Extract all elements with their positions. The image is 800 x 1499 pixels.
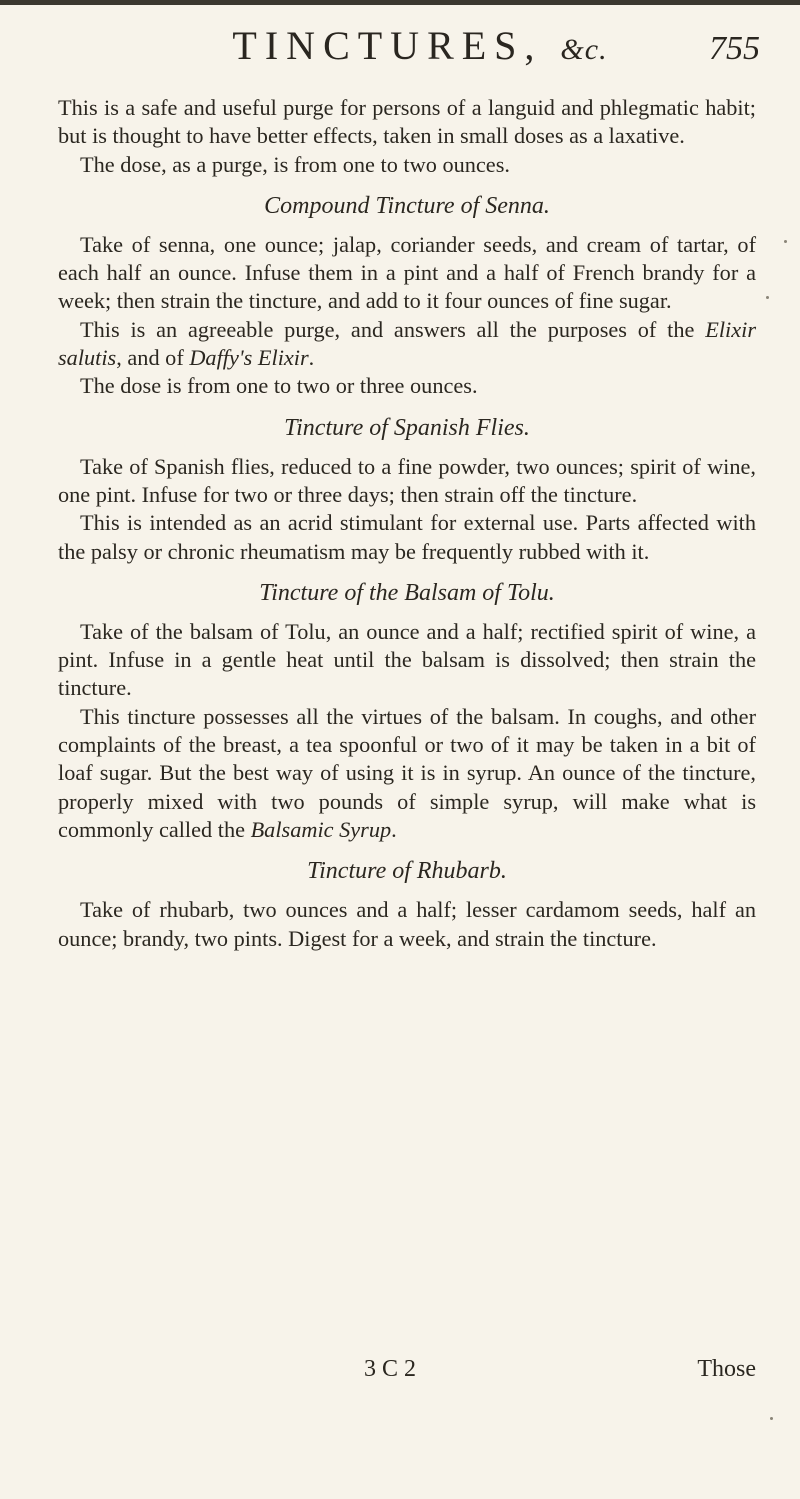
page-footer [58,1356,756,1388]
text-run: This is an agreeable purge, and answers all the purposes of the [80,316,706,342]
text-run: This tincture possesses all the virtues of the balsam. In coughs, and other complaints of the breast, a tea spoonful or two of it may be taken in a bit of loaf sugar. But the best way of using it is in syrup. An ounce of the tincture, properly mixed with two pounds of simple syrup, will make what is commonly called the [58,703,756,842]
signature-mark: 3 C 2 [364,1356,417,1382]
paragraph: Take of Spanish flies, reduced to a fine powder, two ounces; spirit of wine, one pint. Infuse for two or three days; then strain off the tincture. [58,453,756,507]
running-head [60,12,760,72]
catchword: Those [697,1356,756,1382]
paragraph: Take of the balsam of Tolu, an ounce and a half; rectified spirit of wine, a pint. Infuse in a gentle heat until the balsam is dissolved; then strain the tincture. [58,618,756,701]
section-heading-senna: Compound Tincture of Senna. [264,192,550,219]
text-run: . [308,345,315,371]
italic-term: Daffy's Elixir [189,345,309,371]
margin-speck [766,296,769,299]
section-heading-rhubarb: Tincture of Rhubarb. [307,858,507,885]
margin-speck [784,240,787,243]
section-heading-spanish-flies: Tincture of Spanish Flies. [284,414,530,441]
paragraph: The dose, as a purge, is from one to two ounces. [80,151,510,177]
paragraph: This is a safe and useful purge for persons of a languid and phlegmatic habit; but is thought to have better effects, taken in small doses as a laxative. [58,95,756,149]
running-title [140,22,700,69]
paragraph: The dose is from one to two or three ounces. [80,373,478,399]
paragraph: This is intended as an acrid stimulant for external use. Parts affected with the palsy or chronic rheumatism may be frequently rubbed with it. [58,510,756,564]
text-run: . [391,816,397,842]
paragraph: Take of rhubarb, two ounces and a half; lesser cardamom seeds, half an ounce; brandy, two pints. Digest for a week, and strain the tincture. [58,897,756,951]
text-run: , and of [116,345,190,371]
paragraph [58,316,756,373]
paragraph [58,703,756,844]
section-heading-tolu: Tincture of the Balsam of Tolu. [259,579,555,606]
paragraph: Take of senna, one ounce; jalap, coriander seeds, and cream of tartar, of each half an ounce. Infuse them in a pint and a half of French brandy for a week; then strain the tincture, and add to it four ounces of fine sugar. [58,231,756,314]
top-border [0,0,800,5]
italic-term: Balsamic Syrup [250,816,392,842]
body-text [58,94,756,953]
italic-term: Elixir salutis [58,316,756,371]
page-number: 755 [709,30,760,67]
running-title-text: TINCTURES, [232,23,543,68]
running-title-etc: &c. [560,33,608,66]
margin-speck [770,1417,773,1420]
